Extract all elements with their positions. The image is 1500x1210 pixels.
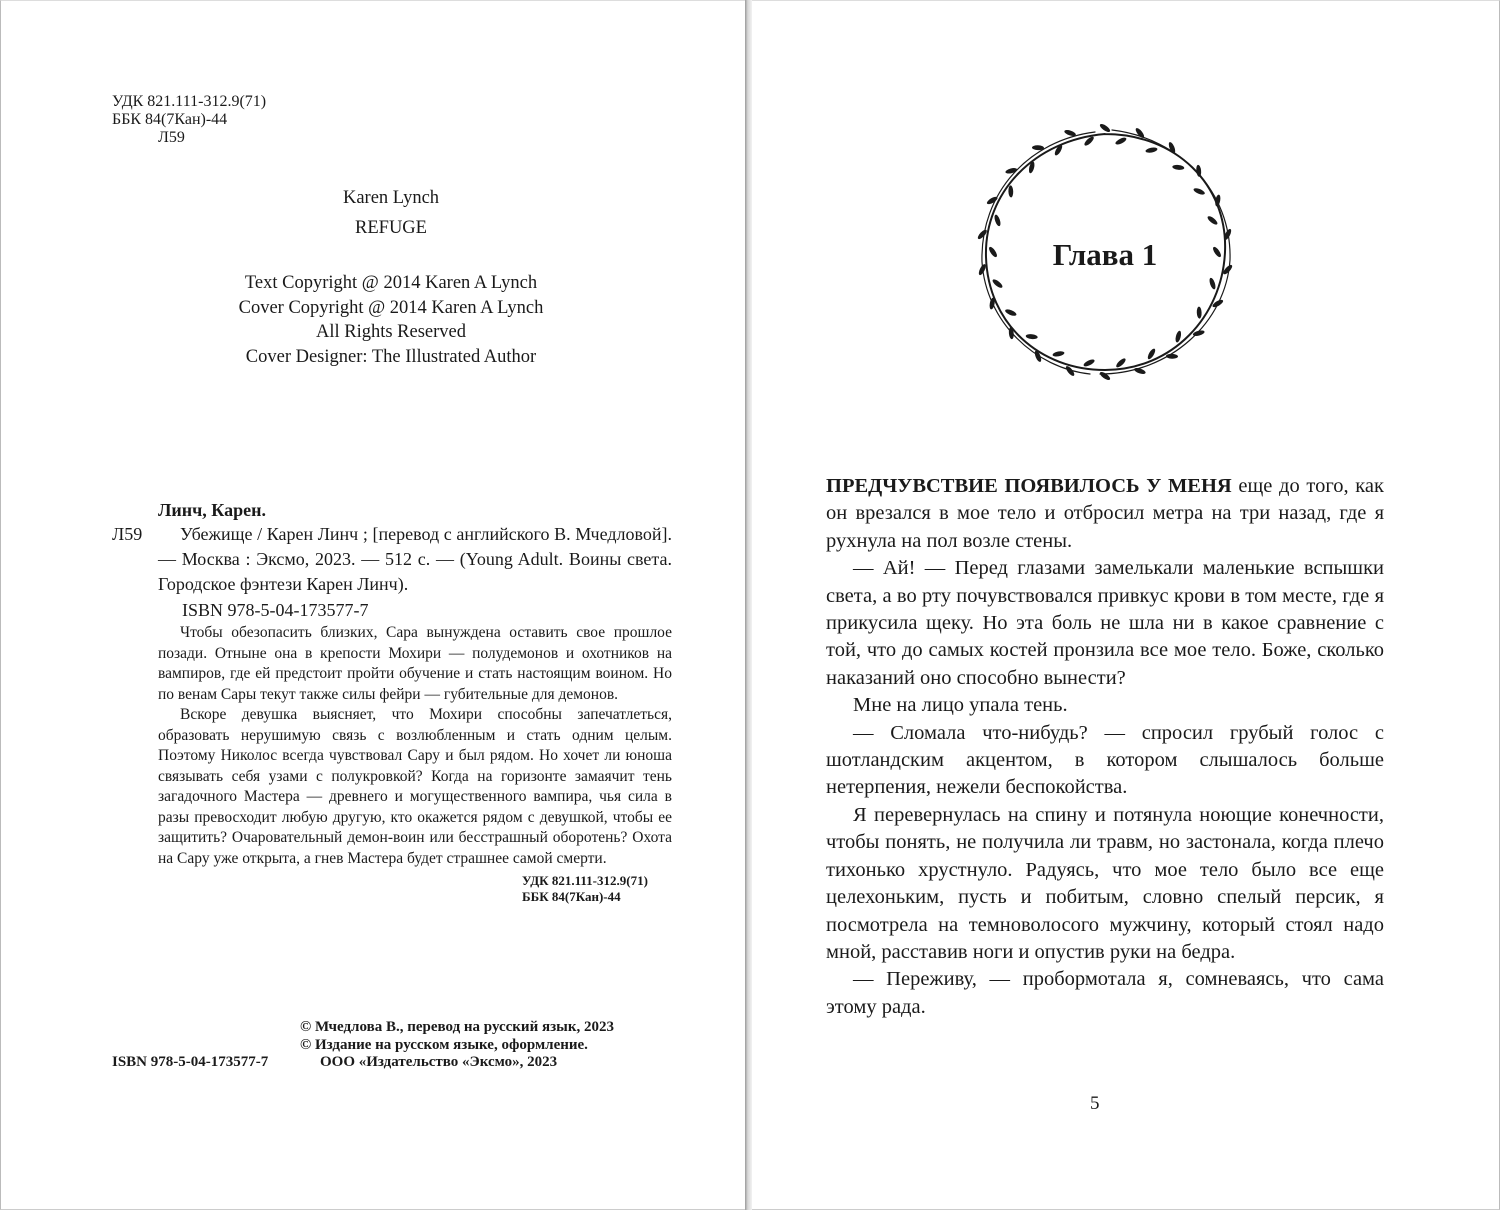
- catalog-codes: [522, 873, 672, 905]
- left-page: [0, 0, 745, 1210]
- annotation-paragraph: Вскоре девушка выясняет, что Мохири способны запечатлеться, образовать нерушимую связь с возлюбленным и стать одним целым. Поэтому Николос всегда чувствовал Сару и был рядом. Но хочет ли юноша связывать себя узами с полукровкой? Когда на горизонте замаячит тень загадочного Мастера — древнего и могущественного вампира, чья сила в разы превосходит любую другую, кто окажется рядом с девушкой, чтобы ее защитить? Очаровательный демон-воин или бесстрашный оборотень? Охота на Сару уже открыта, а гнев Мастера будет страшнее самой смерти.: [158, 706, 672, 867]
- story-paragraph: Мне на лицо упала тень.: [853, 694, 1068, 717]
- first-paragraph-text: еще до того, как он врезался в мое тело и отбросил метра на три назад, где я рухнула на пол возле стены.: [826, 475, 1384, 552]
- original-copyright: [160, 271, 622, 369]
- wreath-leaf: [1166, 354, 1178, 359]
- wreath-leaf: [1193, 187, 1206, 196]
- isbn-footer: ISBN 978-5-04-173577-7: [112, 1054, 269, 1070]
- catalog-entry: [112, 522, 672, 597]
- wreath-leaf: [1083, 358, 1096, 368]
- story-paragraph: [826, 473, 1384, 555]
- udc-code: УДК 821.111-312.9(71): [112, 93, 267, 110]
- copyright-line: Cover Copyright @ 2014 Karen A Lynch: [238, 297, 544, 318]
- udc-code-small: УДК 821.111-312.9(71): [522, 873, 648, 888]
- wreath-leaf: [991, 278, 1003, 289]
- annotation: [158, 623, 672, 869]
- story-paragraph: Я перевернулась на спину и потянула ноющие конечности, чтобы понять, не получила ли травм, но застонала, когда плечо тихонько хрустнуло. Радуясь, что мое тело было все еще целехоньким, пусть и побитым, словно спелый персик, я посмотрела на темноволосого мужчину, который стоял надо мной, расставив ноги и опустив руки на бедра.: [826, 803, 1384, 963]
- wreath-leaf: [1034, 350, 1043, 363]
- wreath-leaf: [1197, 307, 1202, 319]
- wreath-leaf: [1145, 147, 1158, 154]
- wreath-leaf: [1052, 350, 1065, 357]
- wreath-leaf: [1168, 141, 1177, 154]
- copyright-translation: © Мчедлова В., перевод на русский язык, 2023: [300, 1019, 614, 1035]
- story-paragraph: — Ай! — Перед глазами замелькали маленькие вспышки света, а во рту почувствовался привкус крови в том месте, где я прикусила щеку. Но эта боль не шла ни в какое сравнение с той, что до самых костей пронзила все мое тело. Боже, сколько наказаний оно способно вынести?: [826, 557, 1384, 689]
- wreath-leaf: [1175, 330, 1183, 343]
- wreath-leaf: [1004, 308, 1017, 317]
- wreath-leaf: [1115, 357, 1127, 369]
- wreath-leaf: [1099, 123, 1112, 134]
- wreath-leaf: [1005, 167, 1018, 175]
- wreath-leaf: [1099, 371, 1112, 382]
- chapter-text: [826, 473, 1384, 1021]
- wreath-leaf: [1206, 215, 1218, 226]
- story-paragraph: — Переживу, — пробормотала я, сомневаясь, что сама этому рада.: [826, 968, 1384, 1018]
- wreath-leaf: [1025, 334, 1037, 340]
- bbk-code-small: ББК 84(7Кан)-44: [522, 889, 621, 904]
- wreath-leaf: [1212, 246, 1223, 259]
- page-number: 5: [1090, 1093, 1100, 1114]
- annotation-paragraph: Чтобы обезопасить близких, Сара вынуждена оставить свое прошлое позади. Отныне она в крепости Мохири — полудемонов и охотников на вампиров, где ей предстоит пройти обучение и стать настоящим воином. Но по венам Сары текут также силы фейри — губительные для демонов.: [158, 624, 672, 703]
- chapter-lead-in: ПРЕДЧУВСТВИЕ ПОЯВИЛОСЬ У МЕНЯ: [826, 475, 1232, 497]
- wreath-leaf: [1214, 194, 1221, 207]
- copyright-line: Cover Designer: The Illustrated Author: [245, 346, 537, 367]
- catalog-record: [112, 498, 672, 905]
- russian-copyright: [300, 1019, 614, 1072]
- author-sign: Л59: [158, 129, 185, 146]
- wreath-leaf: [1208, 277, 1216, 290]
- copyright-edition: © Издание на русском языке, оформление.: [300, 1036, 588, 1053]
- library-codes: [112, 93, 266, 147]
- wreath-leaf: [993, 214, 1001, 227]
- chapter-title: Глава 1: [1052, 237, 1158, 272]
- original-title: REFUGE: [355, 218, 427, 238]
- catalog-description: Убежище / Карен Линч ; [перевод с английского В. Мчедловой]. — Москва : Эксмо, 2023. — 512 с. — (Young Adult. Воины света. Городское фэнтези Карен Линч).: [158, 524, 672, 594]
- catalog-index: Л59: [112, 524, 143, 544]
- story-paragraph: — Сломала что-нибудь? — спросил грубый голос с шотландским акцентом, в котором слышалось больше нетерпения, нежели беспокойства.: [826, 721, 1384, 799]
- wreath-leaf: [1114, 136, 1127, 146]
- copyright-publisher: ООО «Издательство «Эксмо», 2023: [320, 1054, 558, 1070]
- wreath-leaf: [988, 246, 999, 259]
- copyright-line: Text Copyright @ 2014 Karen A Lynch: [244, 273, 538, 293]
- catalog-isbn: ISBN 978-5-04-173577-7: [182, 600, 369, 620]
- copyright-line: All Rights Reserved: [315, 322, 467, 342]
- wreath-leaf: [1008, 185, 1013, 197]
- catalog-author: Линч, Карен.: [158, 500, 266, 520]
- book-spine: [745, 0, 752, 1210]
- wreath-leaf: [1172, 164, 1184, 170]
- original-author: Karen Lynch: [342, 188, 440, 208]
- bbk-code: ББК 84(7Кан)-44: [112, 111, 228, 128]
